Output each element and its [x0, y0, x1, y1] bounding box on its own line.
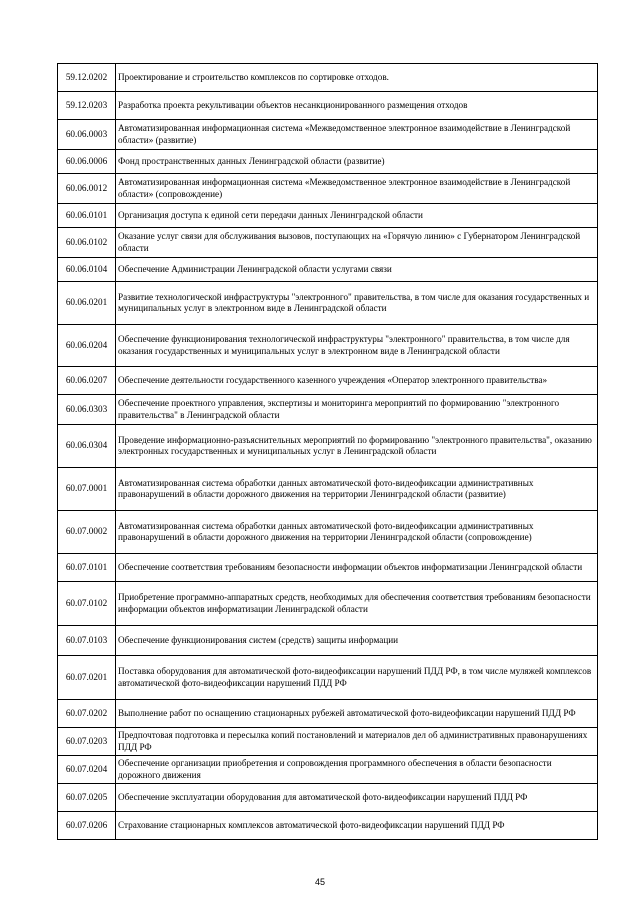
row-code: 60.07.0002	[58, 511, 116, 554]
row-code: 60.06.0006	[58, 150, 116, 174]
table-row	[58, 511, 598, 554]
row-description: Обеспечение функционирования систем (средств) защиты информации	[116, 626, 598, 656]
table-row	[58, 282, 598, 325]
row-description: Организация доступа к единой сети передачи данных Ленинградской области	[116, 204, 598, 228]
row-code: 59.12.0202	[58, 64, 116, 92]
table-row	[58, 64, 598, 92]
table-row	[58, 468, 598, 511]
row-code: 60.06.0012	[58, 174, 116, 204]
row-description: Разработка проекта рекультивации объектов несанкционированного размещения отходов	[116, 92, 598, 120]
row-code: 60.07.0102	[58, 582, 116, 626]
table-row	[58, 150, 598, 174]
table-row	[58, 728, 598, 756]
row-description: Оказание услуг связи для обслуживания вызовов, поступающих на «Горячую линию» с Губернатором Ленинградской области	[116, 228, 598, 258]
row-description: Развитие технологической инфраструктуры "электронного" правительства, в том числе для оказания государственных и муниципальных услуг в электронном виде в Ленинградской области	[116, 282, 598, 325]
table-row	[58, 228, 598, 258]
row-description: Автоматизированная система обработки данных автоматической фото-видеофиксации административных правонарушений в области дорожного движения на территории Ленинградской области (развитие)	[116, 468, 598, 511]
table-row	[58, 756, 598, 784]
table-row	[58, 204, 598, 228]
row-description: Фонд пространственных данных Ленинградской области (развитие)	[116, 150, 598, 174]
row-code: 60.06.0102	[58, 228, 116, 258]
row-code: 60.07.0001	[58, 468, 116, 511]
table-row	[58, 812, 598, 840]
row-description: Выполнение работ по оснащению стационарных рубежей автоматической фото-видеофиксации нарушений ПДД РФ	[116, 700, 598, 728]
row-code: 60.07.0103	[58, 626, 116, 656]
row-code: 60.07.0101	[58, 554, 116, 582]
table-row	[58, 325, 598, 367]
row-description: Автоматизированная система обработки данных автоматической фото-видеофиксации административных правонарушений в области дорожного движения на территории Ленинградской области (сопровождение)	[116, 511, 598, 554]
row-description: Поставка оборудования для автоматической фото-видеофиксации нарушений ПДД РФ, в том числе муляжей комплексов автоматической фото-видеофиксации нарушений ПДД РФ	[116, 656, 598, 700]
table-row	[58, 554, 598, 582]
table-row	[58, 120, 598, 150]
row-description: Обеспечение функционирования технологической инфраструктуры "электронного" правительства, в том числе для оказания государственных и муниципальных услуг в электронном виде в Ленинградской области	[116, 325, 598, 367]
row-description: Обеспечение проектного управления, экспертизы и мониторинга мероприятий по формированию "электронного правительства" в Ленинградской области	[116, 395, 598, 425]
row-description: Приобретение программно-аппаратных средств, необходимых для обеспечения соответствия требованиям безопасности информации объектов информатизации Ленинградской области	[116, 582, 598, 626]
row-description: Страхование стационарных комплексов автоматической фото-видеофиксации нарушений ПДД РФ	[116, 812, 598, 840]
table-row	[58, 784, 598, 812]
row-description: Автоматизированная информационная система «Межведомственное электронное взаимодействие в Ленинградской области» (сопровождение)	[116, 174, 598, 204]
row-code: 60.07.0206	[58, 812, 116, 840]
row-code: 59.12.0203	[58, 92, 116, 120]
row-description: Предпочтовая подготовка и пересылка копий постановлений и материалов дел об административных правонарушениях ПДД РФ	[116, 728, 598, 756]
table-row	[58, 626, 598, 656]
row-code: 60.07.0205	[58, 784, 116, 812]
table-row	[58, 174, 598, 204]
page-number: 45	[314, 877, 325, 887]
row-code: 60.06.0204	[58, 325, 116, 367]
row-code: 60.07.0203	[58, 728, 116, 756]
row-code: 60.06.0201	[58, 282, 116, 325]
row-code: 60.06.0303	[58, 395, 116, 425]
row-description: Обеспечение организации приобретения и сопровождения программного обеспечения в области безопасности дорожного движения	[116, 756, 598, 784]
row-description: Обеспечение соответствия требованиям безопасности информации объектов информатизации Ленинградской области	[116, 554, 598, 582]
table-row	[58, 258, 598, 282]
row-code: 60.06.0003	[58, 120, 116, 150]
table-row	[58, 367, 598, 395]
row-description: Обеспечение деятельности государственного казенного учреждения «Оператор электронного правительства»	[116, 367, 598, 395]
row-description: Проведение информационно-разъяснительных мероприятий по формированию "электронного правительства", оказанию электронных государственных и муниципальных услуг в Ленинградской области	[116, 425, 598, 468]
table-body	[58, 64, 598, 840]
table-row	[58, 700, 598, 728]
row-description: Автоматизированная информационная система «Межведомственное электронное взаимодействие в Ленинградской области» (развитие)	[116, 120, 598, 150]
row-code: 60.07.0201	[58, 656, 116, 700]
row-code: 60.07.0204	[58, 756, 116, 784]
row-code: 60.06.0104	[58, 258, 116, 282]
budget-codes-table	[57, 63, 598, 840]
table-row	[58, 92, 598, 120]
row-code: 60.07.0202	[58, 700, 116, 728]
table-row	[58, 425, 598, 468]
row-description: Обеспечение Администрации Ленинградской области услугами связи	[116, 258, 598, 282]
table-row	[58, 656, 598, 700]
row-code: 60.06.0101	[58, 204, 116, 228]
row-code: 60.06.0207	[58, 367, 116, 395]
table-row	[58, 582, 598, 626]
row-description: Обеспечение эксплуатации оборудования для автоматической фото-видеофиксации нарушений ПДД РФ	[116, 784, 598, 812]
row-description: Проектирование и строительство комплексов по сортировке отходов.	[116, 64, 598, 92]
row-code: 60.06.0304	[58, 425, 116, 468]
table-row	[58, 395, 598, 425]
